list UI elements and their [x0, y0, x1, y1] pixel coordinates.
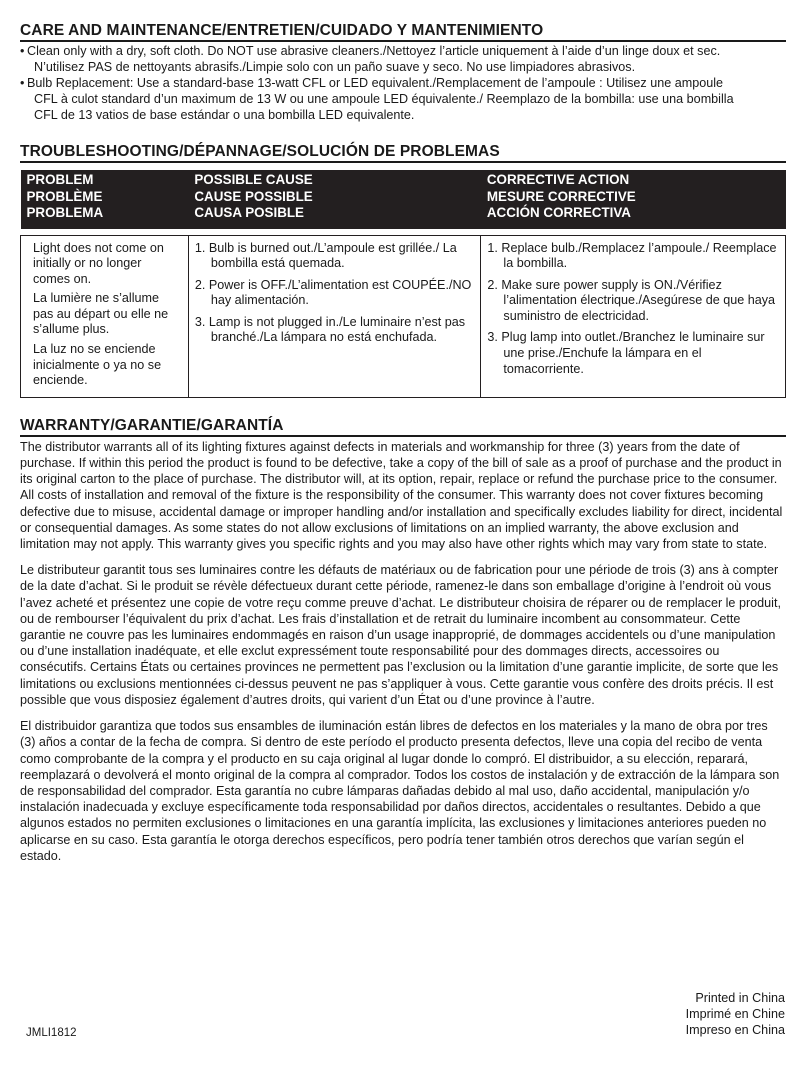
warranty-english: The distributor warrants all of its lighting fixtures against defects in materials and workmanship for three (3) years from the date of purchase. If within this period the product is found to be defective, take a copy of the bill of sale as a proof of purchase and the product in its original carton to the place of purchase. The distributor will, at its option, repair, replace or refund the purchase price to the consumer. All costs of installation and removal of the fixture is the responsibility of the consumer. This warranty does not cover fixtures becoming defective due to misuse, accidental damage or improper handling and/or installation and specifically excludes liability for direct, incidental or consequential damages. As some states do not allow exclusions of limitations on an implied warranty, the above exclusion and limitation may not apply. This warranty gives you specific rights and you may also have other rights which may vary from state to state. [20, 439, 783, 552]
header-problem: PROBLEM PROBLÈME PROBLEMA [21, 170, 189, 229]
troubleshooting-section-title: TROUBLESHOOTING/DÉPANNAGE/SOLUCIÓN DE PROBLEMAS [20, 143, 786, 163]
care-list [20, 43, 786, 123]
care-item-cleaning: • Clean only with a dry, soft cloth. Do NOT use abrasive cleaners./Nettoyez l’article uniquement à l’aide d’un linge doux et sec. N’utilisez PAS de nettoyants abrasifs./Limpie solo con un paño suave y seco. No use limpiadores abrasivos. [20, 43, 786, 75]
troubleshooting-table [20, 170, 786, 398]
care-item-bulb: • Bulb Replacement: Use a standard-base 13-watt CFL or LED equivalent./Remplacement de l’ampoule : Utilisez une ampoule CFL à culot standard d’un maximum de 13 W ou une ampoule LED équivalente./ Reemplazo de la bombilla: use una bombilla CFL de 13 vatios de base estándar o una bombilla LED equivalente. [20, 75, 786, 123]
warranty-spanish: El distribuidor garantiza que todos sus ensambles de iluminación están libres de defectos en los materiales y la mano de obra por tres (3) años a contar de la fecha de compra. Si dentro de este período el producto presenta defectos, lleve una copia del recibo de venta como comprobante de la compra y el producto en su caja original al lugar donde lo compró. El distribuidor, a su elección, reparará, reemplazará o devolverá el monto original de la compra al comprador. Todos los costos de instalación y de extracción de la lámpara son de responsabilidad del comprador. Esta garantía no cubre lámparas dañadas debido al mal uso, daño accidental, manipulación y/o instalación inadecuada y excluye específicamente toda responsabilidad por daños directos, accidentales o resultantes. Debido a que algunos estados no permiten exclusiones o limitaciones en una garantía implícita, las exclusiones y limitaciones anteriores pueden no aplicarse en su caso. Esta garantía le otorga derechos específicos, pero podría tener también otros derechos que varían según el estado. [20, 719, 780, 863]
care-section-title: CARE AND MAINTENANCE/ENTRETIEN/CUIDADO Y MANTENIMIENTO [20, 22, 786, 42]
table-row [21, 235, 786, 397]
table-header-row [21, 170, 786, 229]
warranty-body [20, 439, 786, 864]
warranty-section-title: WARRANTY/GARANTIE/GARANTÍA [20, 417, 786, 437]
printed-in-label: Printed in China Imprimé en Chine Impreso en China [685, 991, 785, 1037]
care-item-text: Bulb Replacement: Use a standard-base 13-watt CFL or LED equivalent./Remplacement de l’ampoule : Utilisez une ampoule [27, 76, 724, 90]
care-item-text: CFL de 13 vatios de base estándar o una bombilla LED equivalente. [34, 108, 415, 122]
action-cell: 1. Replace bulb./Remplacez l’ampoule./ Reemplace la bombilla. 2. Make sure power supply is ON./Vérifiez l’alimentation électrique./Asegúrese de que haya suministro de electricidad. 3. Plug lamp into outlet./Branchez le luminaire sur une prise./Enchufe la lámpara en el tomacorriente. [481, 235, 786, 397]
problem-cell: Light does not come on initially or no longer comes on. La lumière ne s’allume pas au départ ou elle ne s’allume plus. La luz no se enciende inicialmente o ya no se enciende. [21, 235, 189, 397]
care-item-text: CFL à culot standard d’un maximum de 13 W ou une ampoule LED équivalente./ Reemplazo de la bombilla: use una bombilla [34, 92, 734, 106]
header-action: CORRECTIVE ACTION MESURE CORRECTIVE ACCIÓN CORRECTIVA [481, 170, 786, 229]
document-page [20, 0, 786, 864]
cause-cell: 1. Bulb is burned out./L’ampoule est grillée./ La bombilla está quemada. 2. Power is OFF./L’alimentation est COUPÉE./NO hay alimentación. 3. Lamp is not plugged in./Le luminaire n’est pas branché./La lámpara no está enchufada. [188, 235, 481, 397]
header-cause: POSSIBLE CAUSE CAUSE POSSIBLE CAUSA POSIBLE [188, 170, 481, 229]
document-code: JMLI1812 [26, 1027, 77, 1039]
care-item-text: Clean only with a dry, soft cloth. Do NOT use abrasive cleaners./Nettoyez l’article uniquement à l’aide d’un linge doux et sec. [27, 44, 721, 58]
warranty-french: Le distributeur garantit tous ses luminaires contre les défauts de matériaux ou de fabrication pour une période de trois (3) ans à compter de la date d’achat. Si le produit se révèle défectueux durant cette période, ramenez-le dans son emballage d’origine à l’endroit où vous l’avez acheté et présentez une copie de votre reçu comme preuve d’achat. Le distributeur choisira de réparer ou de remplacer le produit, ou de rembourser l’équivalent du prix d’achat. Les frais d’installation et de retrait du luminaire incombent au consommateur. Cette garantie ne couvre pas les luminaires endommagés en raison d’un usage inapproprié, de dommages accidentels ou d’une manipulation ou d’une installation inadéquate, et elle exclut expressément toute responsabilité pour des dommages directs, accessoires ou consécutifs. Certains États ou certaines provinces ne permettent pas l’exclusion ou la limitation d’une garantie implicite, de sorte que les limitations ou exclusions mentionnées ci-dessus peuvent ne pas s’appliquer à vous. Cette garantie vous confère des droits précis. Il est possible que vous disposiez également d’autres droits, qui varient d’un État ou d’une province à l’autre. [20, 563, 781, 707]
care-item-text: N’utilisez PAS de nettoyants abrasifs./Limpie solo con un paño suave y seco. No use limpiadores abrasivos. [34, 60, 636, 74]
